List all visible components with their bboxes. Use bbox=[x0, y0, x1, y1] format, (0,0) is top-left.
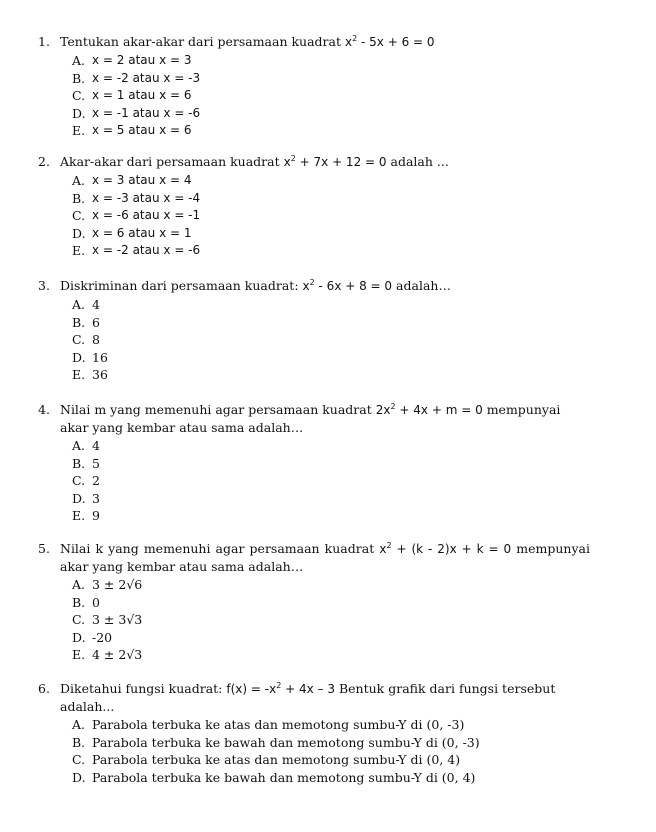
option-a: A. Parabola terbuka ke atas dan memotong sumbu-Y di (0, -3) bbox=[72, 717, 465, 732]
question-text: Diskriminan dari persamaan kuadrat: $x^2 - 6x + 8 = 0$ adalah… bbox=[60, 278, 451, 293]
option-e: E. x = -2 atau x = -6 bbox=[72, 243, 201, 259]
options-list bbox=[72, 172, 656, 260]
option-d: D. x = 6 atau x = 1 bbox=[72, 225, 192, 241]
question-text: Tentukan akar-akar dari persamaan kuadrat $x^2 - 5x + 6 = 0$ bbox=[60, 34, 435, 49]
question-number: 1. bbox=[38, 34, 50, 49]
question-4 bbox=[0, 401, 656, 525]
option-a: A. 4 bbox=[72, 297, 100, 312]
option-c: C. x = 1 atau x = 6 bbox=[72, 88, 192, 104]
option-d: D. 3 bbox=[72, 490, 100, 506]
options-list bbox=[72, 296, 656, 384]
equation: $x^2 - 6x + 8 = 0$ bbox=[302, 278, 393, 293]
option-c: C. 2 bbox=[72, 473, 100, 489]
question-number: 2. bbox=[38, 154, 50, 169]
question-5 bbox=[0, 540, 656, 664]
question-3 bbox=[0, 277, 656, 384]
question-text: Nilai k yang memenuhi agar persamaan kuadrat $x^2 + (k - 2)x + k = 0$ mempunyai akar yang kembar atau sama adalah… bbox=[60, 541, 590, 574]
question-number: 3. bbox=[38, 278, 50, 293]
options-list bbox=[72, 52, 656, 140]
equation: $x^2 + (k - 2)x + k = 0$ bbox=[379, 541, 512, 556]
question-number: 4. bbox=[38, 402, 50, 417]
options-list bbox=[72, 437, 656, 525]
option-a: A. 4 bbox=[72, 438, 100, 453]
question-6 bbox=[0, 680, 656, 786]
question-text: Nilai m yang memenuhi agar persamaan kuadrat $2x^2 + 4x + m = 0$ mempunyai akar yang kembar atau sama adalah… bbox=[60, 402, 561, 435]
option-b: B. Parabola terbuka ke bawah dan memotong sumbu-Y di (0, -3) bbox=[72, 734, 480, 750]
question-text: Akar-akar dari persamaan kuadrat $x^2 + 7x + 12 = 0$ adalah ... bbox=[60, 154, 449, 169]
option-a: A. 3 ± 2√6 bbox=[72, 577, 143, 592]
option-c: C. 8 bbox=[72, 332, 100, 348]
option-e: E. 36 bbox=[72, 367, 108, 383]
equation: $2x^2 + 4x + m = 0$ bbox=[375, 402, 483, 417]
question-number: 6. bbox=[38, 681, 50, 696]
option-d: D. Parabola terbuka ke bawah dan memotong sumbu-Y di (0, 4) bbox=[72, 769, 476, 785]
option-b: B. 0 bbox=[72, 594, 100, 610]
options-list bbox=[72, 716, 656, 786]
question-text: Diketahui fungsi kuadrat: $f(x) = -x^2 + 4x - 3$ Bentuk grafik dari fungsi tersebut adalah... bbox=[60, 681, 556, 714]
option-b: B. x = -3 atau x = -4 bbox=[72, 190, 201, 206]
option-e: E. 9 bbox=[72, 508, 100, 524]
option-c: C. Parabola terbuka ke atas dan memotong sumbu-Y di (0, 4) bbox=[72, 752, 461, 768]
option-b: B. x = -2 atau x = -3 bbox=[72, 70, 201, 86]
option-b: B. 6 bbox=[72, 314, 100, 330]
option-c: C. 3 ± 3√3 bbox=[72, 612, 143, 628]
options-list bbox=[72, 576, 656, 664]
option-a: A. x = 3 atau x = 4 bbox=[72, 173, 192, 188]
option-d: D. 16 bbox=[72, 349, 108, 365]
equation: $x^2 + 7x + 12 = 0$ bbox=[283, 154, 387, 169]
question-number: 5. bbox=[38, 541, 50, 556]
option-b: B. 5 bbox=[72, 455, 100, 471]
option-e: E. 4 ± 2√3 bbox=[72, 647, 143, 663]
option-d: D. -20 bbox=[72, 629, 113, 645]
equation: $f(x) = -x^2 + 4x - 3$ bbox=[226, 681, 335, 696]
option-a: A. x = 2 atau x = 3 bbox=[72, 53, 192, 68]
option-d: D. x = -1 atau x = -6 bbox=[72, 105, 201, 121]
equation: $x^2 - 5x + 6 = 0$ bbox=[344, 34, 435, 49]
question-2 bbox=[0, 153, 656, 260]
question-1 bbox=[0, 33, 656, 140]
option-e: E. x = 5 atau x = 6 bbox=[72, 123, 192, 139]
option-c: C. x = -6 atau x = -1 bbox=[72, 208, 201, 224]
